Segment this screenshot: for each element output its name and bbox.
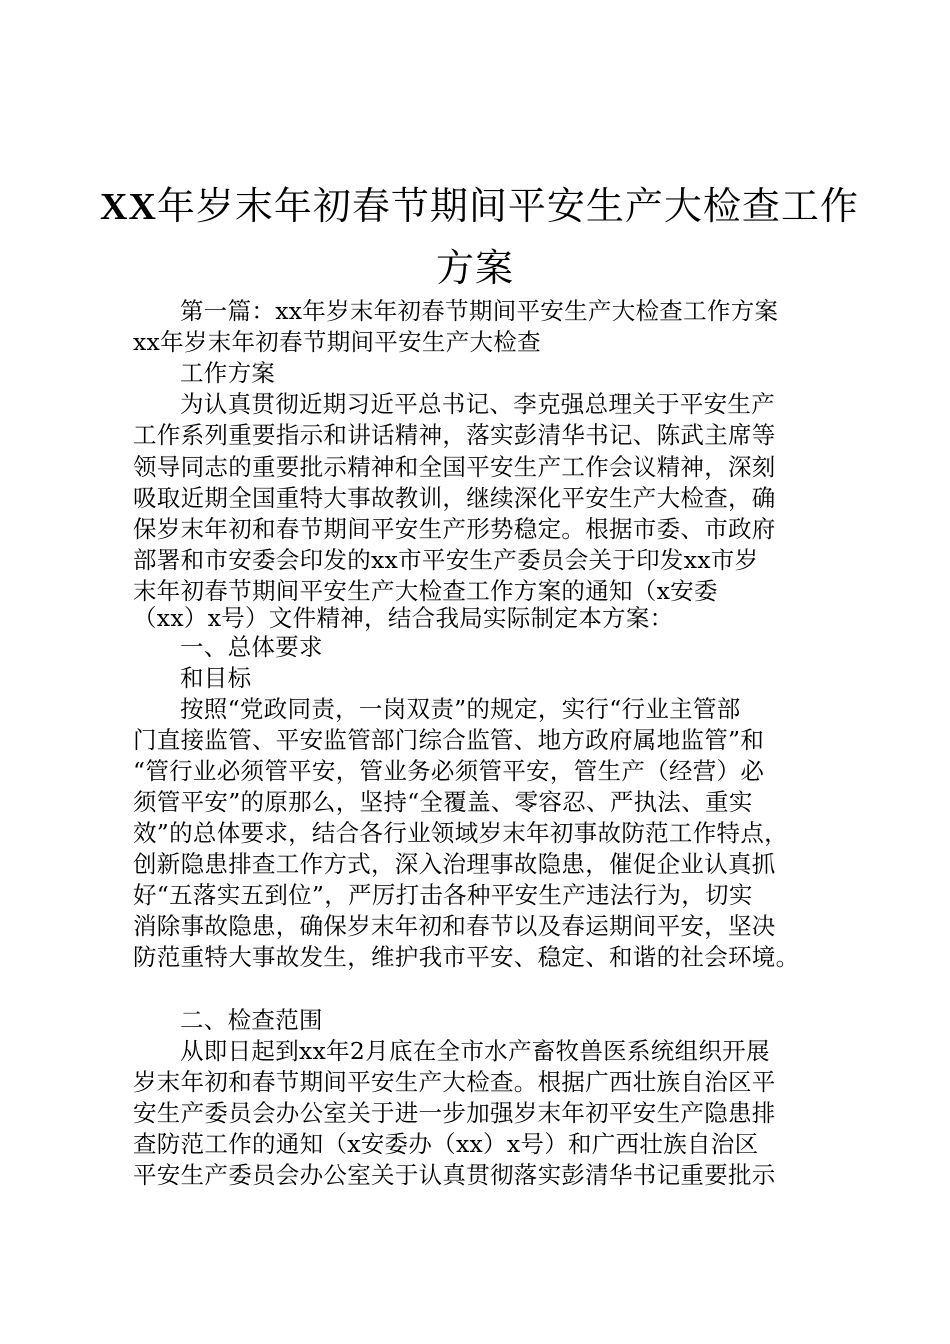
section-heading-continued: 和目标 xyxy=(180,664,252,692)
paragraph-line: 为认真贯彻近期习近平总书记、李克强总理关于平安生产 xyxy=(180,390,775,418)
paragraph-line: 工作方案 xyxy=(180,359,276,387)
paragraph-line: 保岁末年初和春节期间平安生产形势稳定。根据市委、市政府 xyxy=(133,515,776,543)
paragraph-line: 从即日起到xx年2月底在全市水产畜牧兽医系统组织开展 xyxy=(180,1037,770,1065)
paragraph-line: 吸取近期全国重特大事故教训，继续深化平安生产大检查，确 xyxy=(133,484,776,512)
paragraph-line: 第一篇：xx年岁末年初春节期间平安生产大检查工作方案 xyxy=(180,297,779,325)
paragraph-line: 须管平安”的原那么，坚持“全覆盖、零容忍、严执法、重实 xyxy=(133,788,753,816)
paragraph-line: 安生产委员会办公室关于进一步加强岁末年初平安生产隐患排 xyxy=(133,1099,776,1127)
paragraph-line: 创新隐患排查工作方式，深入治理事故隐患，催促企业认真抓 xyxy=(133,850,776,878)
title-prefix: XX xyxy=(100,186,157,228)
paragraph-line: 末年初春节期间平安生产大检查工作方案的通知（x安委 xyxy=(133,577,718,605)
section-heading: 一、总体要求 xyxy=(180,633,323,661)
title-line-1-text: 年岁末年初春节期间平安生产大检查工作 xyxy=(156,184,859,228)
section-heading: 二、检查范围 xyxy=(180,1006,323,1034)
paragraph-line: 好“五落实五到位”，严厉打击各种平安生产违法行为，切实 xyxy=(133,881,753,909)
paragraph-line: 领导同志的重要批示精神和全国平安生产工作会议精神，深刻 xyxy=(133,453,776,481)
paragraph-line: 防范重特大事故发生，维护我市平安、稳定、和谐的社会环境。 xyxy=(133,943,800,971)
document-title-line-1 xyxy=(100,178,859,235)
paragraph-line: 按照“党政同责，一岗双责”的规定，实行“行业主管部 xyxy=(180,695,741,723)
paragraph-line: 效”的总体要求，结合各行业领域岁末年初事故防范工作特点， xyxy=(133,819,788,847)
paragraph-line: 工作系列重要指示和讲话精神，落实彭清华书记、陈武主席等 xyxy=(133,421,776,449)
paragraph-line: 平安生产委员会办公室关于认真贯彻落实彭清华书记重要批示 xyxy=(133,1161,776,1189)
paragraph-line: 岁末年初和春节期间平安生产大检查。根据广西壮族自治区平 xyxy=(133,1068,776,1096)
paragraph-line: 查防范工作的通知（x安委办（xx）x号）和广西壮族自治区 xyxy=(133,1130,759,1158)
document-title-line-2: 方案 xyxy=(435,246,514,290)
paragraph-line: （xx）x号）文件精神，结合我局实际制定本方案： xyxy=(133,604,674,632)
paragraph-line: 消除事故隐患，确保岁末年初和春节以及春运期间平安，坚决 xyxy=(133,912,776,940)
paragraph-line: xx年岁末年初春节期间平安生产大检查 xyxy=(133,328,541,356)
paragraph-line: 部署和市安委会印发的xx市平安生产委员会关于印发xx市岁 xyxy=(133,546,759,574)
paragraph-line: “管行业必须管平安，管业务必须管平安，管生产（经营）必 xyxy=(133,757,765,785)
paragraph-line: 门直接监管、平安监管部门综合监管、地方政府属地监管”和 xyxy=(133,726,765,754)
